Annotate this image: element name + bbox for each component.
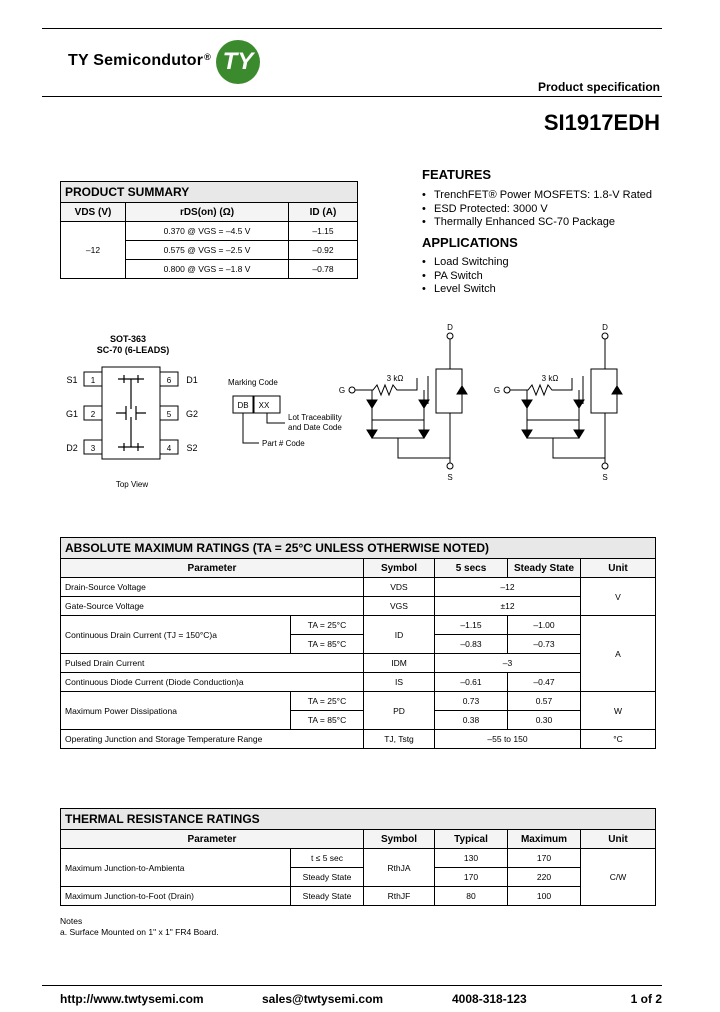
col-header-steady: Steady State xyxy=(508,559,581,578)
symbol-cell: IS xyxy=(364,673,435,692)
application-item: • Load Switching xyxy=(422,256,672,270)
table-row xyxy=(61,849,656,868)
pin-number: 6 xyxy=(166,376,172,385)
col-header-symbol: Symbol xyxy=(364,830,435,849)
unit-cell: A xyxy=(581,616,656,692)
pin-label: D1 xyxy=(186,375,198,385)
condition-cell: t ≤ 5 sec xyxy=(291,849,364,868)
param-cell: Operating Junction and Storage Temperature Range xyxy=(61,730,364,749)
col-header-unit: Unit xyxy=(581,559,656,578)
value-cell: –0.61 xyxy=(435,673,508,692)
unit-cell: W xyxy=(581,692,656,730)
condition-cell: Steady State xyxy=(291,868,364,887)
rds-value: 0.800 @ VGS = –1.8 V xyxy=(126,260,289,279)
col-header-typical: Typical xyxy=(435,830,508,849)
thermal-title: THERMAL RESISTANCE RATINGS xyxy=(61,809,656,830)
drain-label: D xyxy=(447,323,453,332)
product-summary-table xyxy=(60,181,358,279)
pin-label: G2 xyxy=(185,409,199,419)
absolute-max-ratings-table xyxy=(60,537,656,749)
symbol-cell: RthJA xyxy=(364,849,435,887)
applications-section xyxy=(422,235,672,297)
pin-label: G1 xyxy=(65,409,79,419)
col-header-parameter: Parameter xyxy=(61,559,364,578)
product-spec-label: Product specification xyxy=(537,80,660,94)
table-row xyxy=(61,730,656,749)
symbol-cell: PD xyxy=(364,692,435,730)
feature-item: • Thermally Enhanced SC-70 Package xyxy=(422,216,672,230)
table-row xyxy=(61,692,656,711)
value-cell: ±12 xyxy=(435,597,581,616)
condition-cell: Steady State xyxy=(291,887,364,906)
param-cell: Pulsed Drain Current xyxy=(61,654,364,673)
gate-label: G xyxy=(338,386,346,395)
package-name-2: SC-70 (6-LEADS) xyxy=(96,345,170,355)
footer-email[interactable]: sales@twtysemi.com xyxy=(262,992,384,1006)
value-cell: –0.83 xyxy=(435,635,508,654)
application-item: • PA Switch xyxy=(422,270,672,284)
applications-list xyxy=(422,256,672,297)
package-diagram xyxy=(66,334,198,489)
source-terminal xyxy=(447,463,453,469)
value-cell: 170 xyxy=(508,849,581,868)
col-header-vds: VDS (V) xyxy=(61,203,126,222)
top-view-label: Top View xyxy=(115,480,149,489)
brand-name xyxy=(68,52,211,70)
resistor-label: 3 kΩ xyxy=(541,374,559,383)
vds-value: –12 xyxy=(61,222,126,279)
col-header-parameter: Parameter xyxy=(61,830,364,849)
value-cell: –3 xyxy=(435,654,581,673)
param-cell: Continuous Drain Current (TJ = 150°C)a xyxy=(61,616,291,654)
table-row xyxy=(61,887,656,906)
drain-terminal xyxy=(602,333,608,339)
pin-number: 3 xyxy=(90,444,96,453)
id-value: –0.78 xyxy=(289,260,358,279)
lot-trace-label-1: Lot Traceability xyxy=(288,413,342,422)
value-cell: 0.73 xyxy=(435,692,508,711)
col-header-5secs: 5 secs xyxy=(435,559,508,578)
feature-item: • ESD Protected: 3000 V xyxy=(422,203,672,217)
gate-terminal xyxy=(349,387,355,393)
features-list xyxy=(422,189,672,230)
condition-cell: TA = 25°C xyxy=(291,616,364,635)
footer-rule xyxy=(42,985,662,986)
brand-text: TY Semicondutor xyxy=(68,52,204,69)
value-cell: –0.47 xyxy=(508,673,581,692)
package-and-circuit-diagram xyxy=(0,320,720,500)
mosfet-circuit-1 xyxy=(349,333,467,469)
value-cell: 0.57 xyxy=(508,692,581,711)
lot-trace-label-2: and Date Code xyxy=(288,423,342,432)
unit-cell: °C xyxy=(581,730,656,749)
db-text: DB xyxy=(237,401,249,410)
internal-transistor-symbols xyxy=(116,375,146,451)
param-cell: Continuous Diode Current (Diode Conduction)a xyxy=(61,673,364,692)
table-row xyxy=(61,578,656,597)
table-row xyxy=(61,673,656,692)
param-cell: Maximum Junction-to-Foot (Drain) xyxy=(61,887,291,906)
notes-section xyxy=(60,916,219,938)
param-cell: Drain-Source Voltage xyxy=(61,578,364,597)
value-cell: –0.73 xyxy=(508,635,581,654)
table-row xyxy=(61,597,656,616)
footer-phone: 4008-318-123 xyxy=(452,992,527,1006)
note-a: a. Surface Mounted on 1" x 1" FR4 Board. xyxy=(60,927,219,937)
id-value: –1.15 xyxy=(289,222,358,241)
unit-cell: V xyxy=(581,578,656,616)
pin-label: S1 xyxy=(66,375,78,385)
condition-cell: TA = 25°C xyxy=(291,692,364,711)
pin-label: D2 xyxy=(66,443,78,453)
rds-value: 0.370 @ VGS = –4.5 V xyxy=(126,222,289,241)
product-summary-title: PRODUCT SUMMARY xyxy=(61,182,358,203)
rds-value: 0.575 @ VGS = –2.5 V xyxy=(126,241,289,260)
features-section xyxy=(422,167,672,230)
company-logo: TY xyxy=(216,40,260,84)
source-label: S xyxy=(602,473,608,482)
pin-number: 1 xyxy=(90,376,96,385)
abs-max-title: ABSOLUTE MAXIMUM RATINGS (TA = 25°C UNLESS OTHERWISE NOTED) xyxy=(61,538,656,559)
table-row xyxy=(61,616,656,635)
symbol-cell: RthJF xyxy=(364,887,435,906)
mosfet-circuit-2 xyxy=(504,333,622,469)
condition-cell: TA = 85°C xyxy=(291,635,364,654)
header-bottom-rule xyxy=(42,96,662,97)
registered-mark: ® xyxy=(204,52,212,62)
drain-label: D xyxy=(602,323,608,332)
applications-title: APPLICATIONS xyxy=(422,235,518,250)
feature-item: • TrenchFET® Power MOSFETS: 1.8-V Rated xyxy=(422,189,672,203)
symbol-cell: IDM xyxy=(364,654,435,673)
page-number: 1 of 2 xyxy=(630,992,662,1006)
features-title: FEATURES xyxy=(422,167,492,182)
value-cell: –12 xyxy=(435,578,581,597)
gate-label: G xyxy=(493,386,501,395)
marking-code-label: Marking Code xyxy=(228,378,278,387)
resistor-label: 3 kΩ xyxy=(386,374,404,383)
value-cell: –55 to 150 xyxy=(435,730,581,749)
drain-terminal xyxy=(447,333,453,339)
pin-label: S2 xyxy=(186,443,198,453)
pin-number: 4 xyxy=(166,444,172,453)
part-code-label: Part # Code xyxy=(262,439,305,448)
value-cell: 130 xyxy=(435,849,508,868)
application-item: • Level Switch xyxy=(422,283,672,297)
param-cell: Maximum Power Dissipationa xyxy=(61,692,291,730)
col-header-symbol: Symbol xyxy=(364,559,435,578)
value-cell: 220 xyxy=(508,868,581,887)
symbol-cell: VGS xyxy=(364,597,435,616)
col-header-maximum: Maximum xyxy=(508,830,581,849)
symbol-cell: ID xyxy=(364,616,435,654)
col-header-id: ID (A) xyxy=(289,203,358,222)
source-label: S xyxy=(447,473,453,482)
package-name-1: SOT-363 xyxy=(109,334,147,344)
header-top-rule xyxy=(42,28,662,29)
symbol-cell: VDS xyxy=(364,578,435,597)
xx-text: XX xyxy=(258,401,270,410)
value-cell: –1.00 xyxy=(508,616,581,635)
table-row xyxy=(61,654,656,673)
value-cell: 170 xyxy=(435,868,508,887)
value-cell: 0.38 xyxy=(435,711,508,730)
value-cell: 0.30 xyxy=(508,711,581,730)
pin-number: 5 xyxy=(166,410,172,419)
value-cell: 80 xyxy=(435,887,508,906)
id-value: –0.92 xyxy=(289,241,358,260)
pin-number: 2 xyxy=(90,410,96,419)
unit-cell: C/W xyxy=(581,849,656,906)
source-terminal xyxy=(602,463,608,469)
value-cell: 100 xyxy=(508,887,581,906)
col-header-rds: rDS(on) (Ω) xyxy=(126,203,289,222)
marking-code-diagram xyxy=(228,378,342,448)
param-cell: Maximum Junction-to-Ambienta xyxy=(61,849,291,887)
value-cell: –1.15 xyxy=(435,616,508,635)
col-header-unit: Unit xyxy=(581,830,656,849)
param-cell: Gate-Source Voltage xyxy=(61,597,364,616)
condition-cell: TA = 85°C xyxy=(291,711,364,730)
footer-url[interactable]: http://www.twtysemi.com xyxy=(60,992,204,1006)
thermal-resistance-table xyxy=(60,808,656,906)
symbol-cell: TJ, Tstg xyxy=(364,730,435,749)
notes-title: Notes xyxy=(60,916,83,926)
part-number: SI1917EDH xyxy=(543,110,660,135)
gate-terminal xyxy=(504,387,510,393)
